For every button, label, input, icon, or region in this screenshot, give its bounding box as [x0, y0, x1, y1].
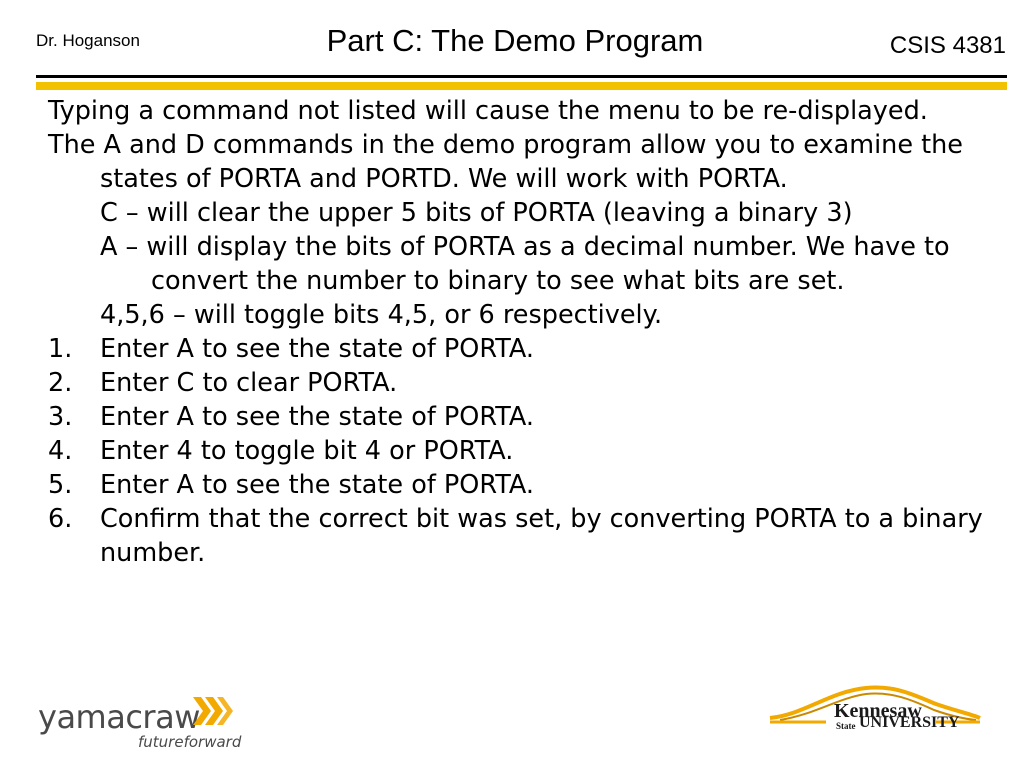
yamacraw-logo: [38, 690, 268, 752]
step-text: Enter A to see the state of PORTA.: [100, 334, 534, 364]
step-item: [48, 502, 988, 570]
slide-title: Part C: The Demo Program: [326, 23, 704, 58]
step-number: 3.: [48, 402, 73, 432]
step-number: 4.: [48, 436, 73, 466]
step-text: Enter C to clear PORTA.: [100, 368, 398, 398]
chevron-arrows-icon: [193, 694, 233, 728]
ksu-state: State: [836, 721, 856, 731]
step-text: Enter A to see the state of PORTA.: [100, 402, 534, 432]
sub-bullet-toggle-commands: 4,5,6 – will toggle bits 4,5, or 6 respectively.: [100, 300, 663, 330]
slide-body: [48, 94, 988, 570]
step-item: [48, 434, 988, 468]
ksu-name: Kennesaw: [834, 700, 922, 722]
step-text: Enter 4 to toggle bit 4 or PORTA.: [100, 436, 514, 466]
yamacraw-wordmark: yamacraw: [38, 698, 200, 736]
ksu-logo: [766, 680, 982, 750]
header-rule-gold: [36, 82, 1007, 90]
step-text: Enter A to see the state of PORTA.: [100, 470, 534, 500]
step-item: [48, 332, 988, 366]
ksu-university: UNIVERSITY: [859, 714, 960, 731]
bullet-menu-redisplay: Typing a command not listed will cause the menu to be re-displayed.: [48, 96, 928, 126]
course-label: CSIS 4381: [889, 32, 1006, 59]
yamacraw-tagline: futureforward: [138, 733, 242, 751]
header-rule-black: [36, 75, 1007, 78]
step-text: Confirm that the correct bit was set, by converting PORTA to a binary number.: [100, 504, 983, 568]
step-number: 5.: [48, 470, 73, 500]
step-number: 6.: [48, 504, 73, 534]
step-item: [48, 468, 988, 502]
step-item: [48, 400, 988, 434]
bullet-a-d-commands: The A and D commands in the demo program allow you to examine the states of PORTA and PORTD. We will work with PORTA.: [48, 130, 963, 194]
sub-bullet-a-command: A – will display the bits of PORTA as a decimal number. We have to convert the number to binary to see what bits are set.: [100, 232, 950, 296]
step-number: 2.: [48, 368, 73, 398]
step-number: 1.: [48, 334, 73, 364]
step-item: [48, 366, 988, 400]
sub-bullet-c-command: C – will clear the upper 5 bits of PORTA (leaving a binary 3): [100, 198, 853, 228]
author-label: Dr. Hoganson: [36, 31, 140, 50]
